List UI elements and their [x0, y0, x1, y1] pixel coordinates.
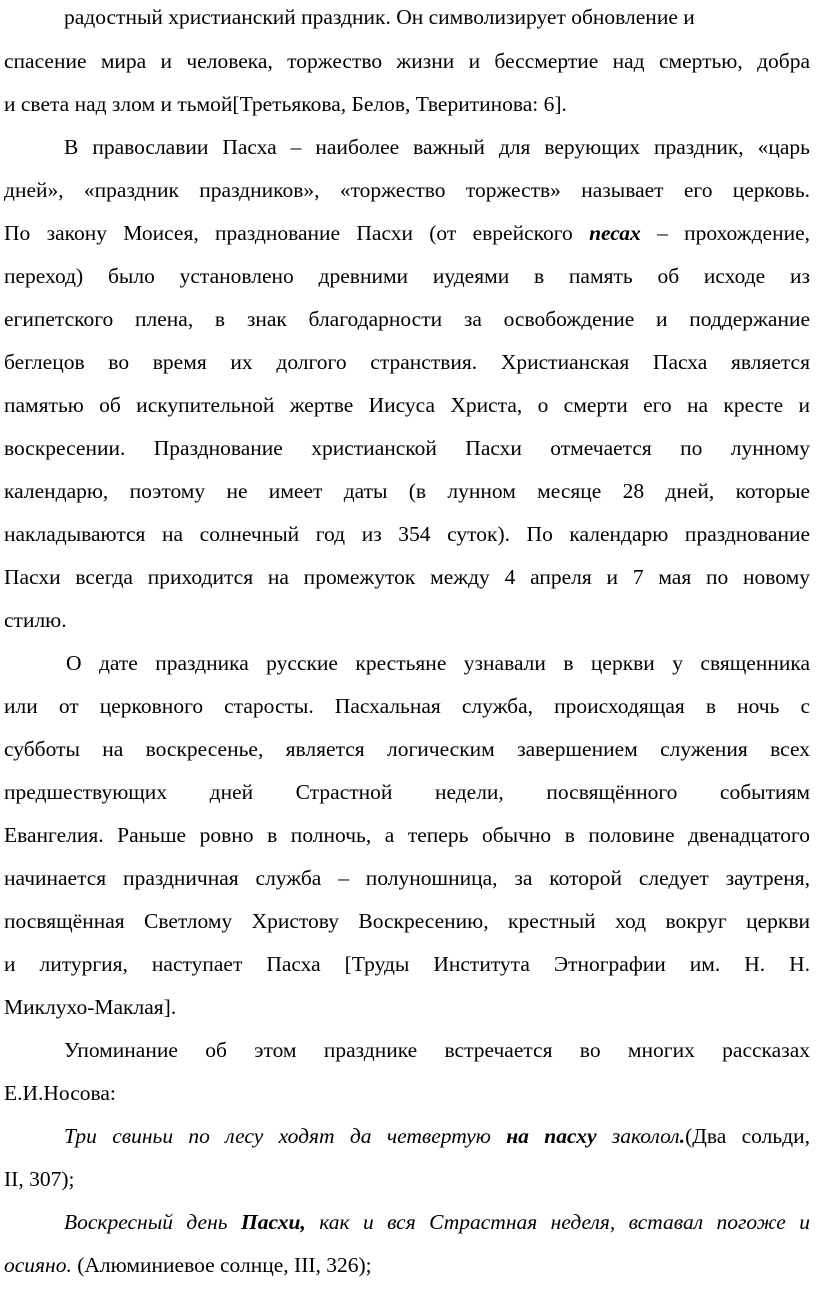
paragraph-line: египетского плена, в знак благодарности за освобождение и поддержание — [4, 307, 810, 331]
emphasized-term: песах — [589, 221, 641, 245]
quote-text: Три свиньи по лесу ходят да четвертую — [64, 1124, 507, 1148]
text-run: По закону Моисея, празднование Пасхи (от еврейского — [4, 221, 590, 245]
quote-emphasis: Пасхи, — [240, 1210, 306, 1234]
quote-source-line: II, 307); — [4, 1167, 75, 1191]
quote-line — [64, 1121, 810, 1151]
paragraph-line: памятью об искупительной жертве Иисуса Христа, о смерти его на кресте и — [4, 393, 810, 417]
paragraph-line: воскресении. Празднование христианской Пасхи отмечается по лунному — [4, 436, 810, 460]
paragraph-line: календарю, поэтому не имеет даты (в лунном месяце 28 дней, которые — [4, 479, 810, 503]
quote-text: как и вся Страстная неделя, вставал погоже и — [305, 1210, 810, 1234]
paragraph-line: Упоминание об этом празднике встречается во многих рассказах — [64, 1038, 810, 1062]
text-run: – прохождение, — [640, 221, 810, 245]
quote-line — [4, 1250, 810, 1280]
paragraph-line: Евангелия. Раньше ровно в полночь, а теперь обычно в половине двенадцатого — [4, 823, 810, 847]
paragraph-line: радостный христианский праздник. Он символизирует обновление и — [64, 5, 695, 29]
paragraph-line: Пасхи всегда приходится на промежуток между 4 апреля и 7 мая по новому — [4, 565, 810, 589]
paragraph-line: начинается праздничная служба – полуношница, за которой следует заутреня, — [4, 866, 810, 890]
paragraph-line: или от церковного старосты. Пасхальная служба, происходящая в ночь с — [4, 694, 810, 718]
quote-text: Воскресный день — [64, 1210, 241, 1234]
paragraph-line: дней», «праздник праздников», «торжество торжеств» называет его церковь. — [4, 178, 810, 202]
paragraph-line: беглецов во время их долгого странствия. Христианская Пасха является — [4, 350, 810, 374]
paragraph-line — [4, 218, 810, 248]
paragraph-line: и света над злом и тьмой[Третьякова, Белов, Тверитинова: 6]. — [4, 92, 567, 116]
paragraph-line: О дате праздника русские крестьяне узнавали в церкви у священника — [66, 651, 810, 675]
paragraph-line: предшествующих дней Страстной недели, посвящённого событиям — [4, 780, 810, 804]
paragraph-line: Миклухо-Маклая]. — [4, 995, 177, 1019]
paragraph-line: и литургия, наступает Пасха [Труды Института Этнографии им. Н. Н. — [4, 952, 810, 976]
quote-line — [64, 1207, 810, 1237]
paragraph-line: посвящённая Светлому Христову Воскресению, крестный ход вокруг церкви — [4, 909, 810, 933]
paragraph-line: стилю. — [4, 608, 67, 632]
paragraph-line: В православии Пасха – наиболее важный для верующих праздник, «царь — [64, 135, 810, 159]
quote-source: (Алюминиевое солнце, III, 326); — [71, 1253, 372, 1277]
paragraph-line: субботы на воскресенье, является логическим завершением служения всех — [4, 737, 810, 761]
quote-period: . — [679, 1124, 686, 1148]
quote-source: (Два сольди, — [685, 1124, 810, 1148]
quote-emphasis: на пасху — [506, 1124, 597, 1148]
paragraph-line: Е.И.Носова: — [4, 1081, 116, 1105]
paragraph-line: спасение мира и человека, торжество жизни и бессмертие над смертью, добра — [4, 49, 810, 73]
quote-text: заколол — [596, 1124, 680, 1148]
quote-text: осияно. — [4, 1253, 72, 1277]
paragraph-line: накладываются на солнечный год из 354 суток). По календарю празднование — [4, 522, 810, 546]
paragraph-line: переход) было установлено древними иудеями в память об исходе из — [4, 264, 810, 288]
